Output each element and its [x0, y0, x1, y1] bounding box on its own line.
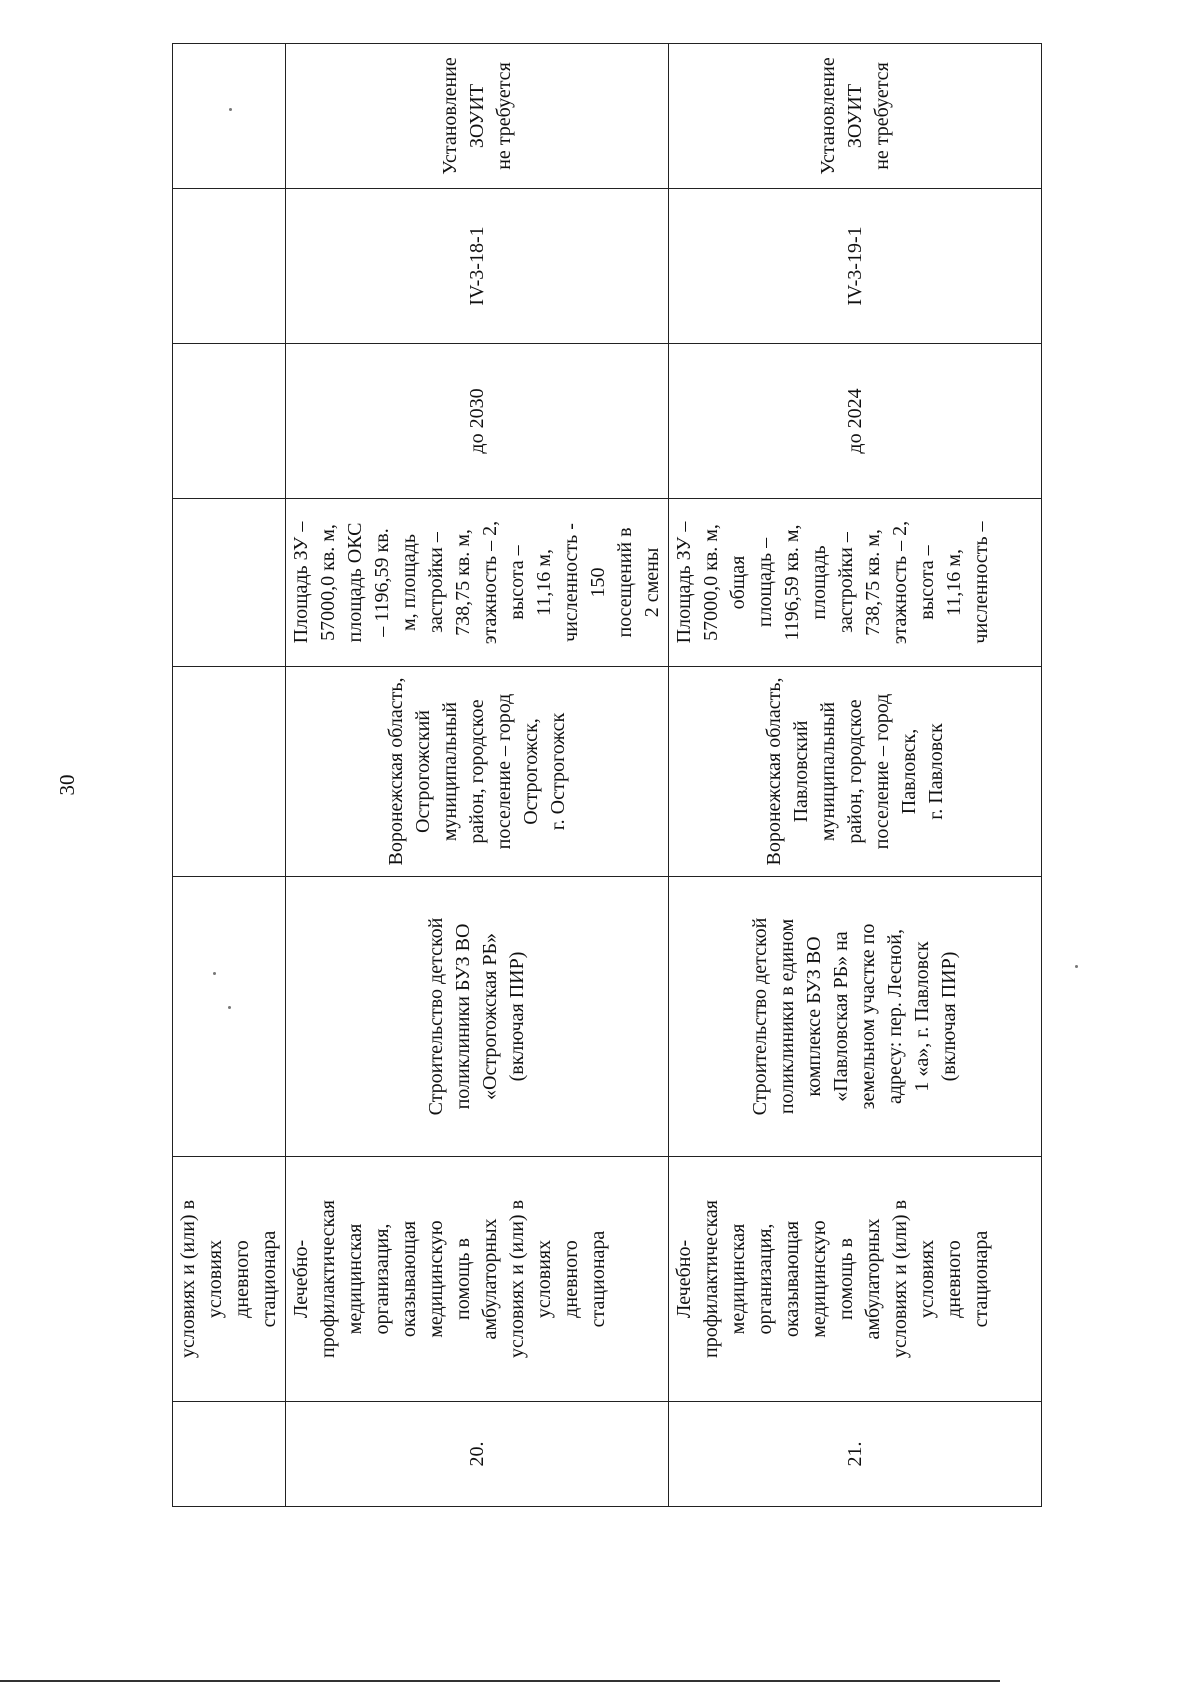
cell-num: 21.: [669, 1402, 1042, 1507]
page-number: 30: [55, 774, 79, 796]
cell-parameters: Площадь ЗУ – 57000,0 кв. м, общая площадь – 1196,59 кв. м, площадь застройки – 738,75 кв. м, этажность – 2, высота – 11,16 м, численность –: [669, 499, 1042, 667]
cell-organization: условиях и (или) в условиях дневного стационара: [173, 1157, 286, 1402]
cell-object: Строительство детской поликлиники в едином комплексе БУЗ ВО «Павловская РБ» на земельном участке по адресу: пер. Лесной, 1 «а», г. Павловск (включая ПИР): [669, 877, 1042, 1157]
cell-object: [173, 877, 286, 1157]
cell-deadline: до 2024: [669, 344, 1042, 499]
cell-zouit: Установление ЗОУИТ не требуется: [669, 44, 1042, 189]
cell-zouit: [173, 44, 286, 189]
cell-deadline: до 2030: [286, 344, 669, 499]
cell-location: [173, 667, 286, 877]
cell-code: IV-3-18-1: [286, 189, 669, 344]
scan-speck: [1075, 965, 1078, 968]
cell-parameters: Площадь ЗУ – 57000,0 кв. м, площадь ОКС – 1196,59 кв. м, площадь застройки – 738,75 кв. м, этажность – 2, высота – 11,16 м, численность - 150 посещений в 2 смены: [286, 499, 669, 667]
scan-speck: [213, 972, 216, 975]
cell-deadline: [173, 344, 286, 499]
cell-location: Воронежская область, Павловский муниципальный район, городское поселение – город Павловск, г. Павловск: [669, 667, 1042, 877]
table-row-20: [286, 44, 669, 1507]
cell-code: [173, 189, 286, 344]
cell-organization: Лечебно- профилактическая медицинская организация, оказывающая медицинскую помощь в амбулаторных условиях и (или) в условиях дневного стационара: [669, 1157, 1042, 1402]
rotated-table-container: [172, 44, 1011, 1507]
cell-num: 20.: [286, 1402, 669, 1507]
cell-code: IV-3-19-1: [669, 189, 1042, 344]
bottom-rule: [0, 1680, 1000, 1682]
scan-speck: [229, 108, 232, 111]
cell-parameters: [173, 499, 286, 667]
cell-num: [173, 1402, 286, 1507]
cell-object: Строительство детской поликлиники БУЗ ВО «Острогожская РБ» (включая ПИР): [286, 877, 669, 1157]
table-row-21: [669, 44, 1042, 1507]
scan-speck: [228, 1006, 231, 1009]
cell-location: Воронежская область, Острогожский муниципальный район, городское поселение – город Острогожск, г. Острогожск: [286, 667, 669, 877]
construction-objects-table: [172, 43, 1042, 1507]
table-row-continuation: [173, 44, 286, 1507]
cell-organization: Лечебно- профилактическая медицинская организация, оказывающая медицинскую помощь в амбулаторных условиях и (или) в условиях дневного стационара: [286, 1157, 669, 1402]
cell-zouit: Установление ЗОУИТ не требуется: [286, 44, 669, 189]
